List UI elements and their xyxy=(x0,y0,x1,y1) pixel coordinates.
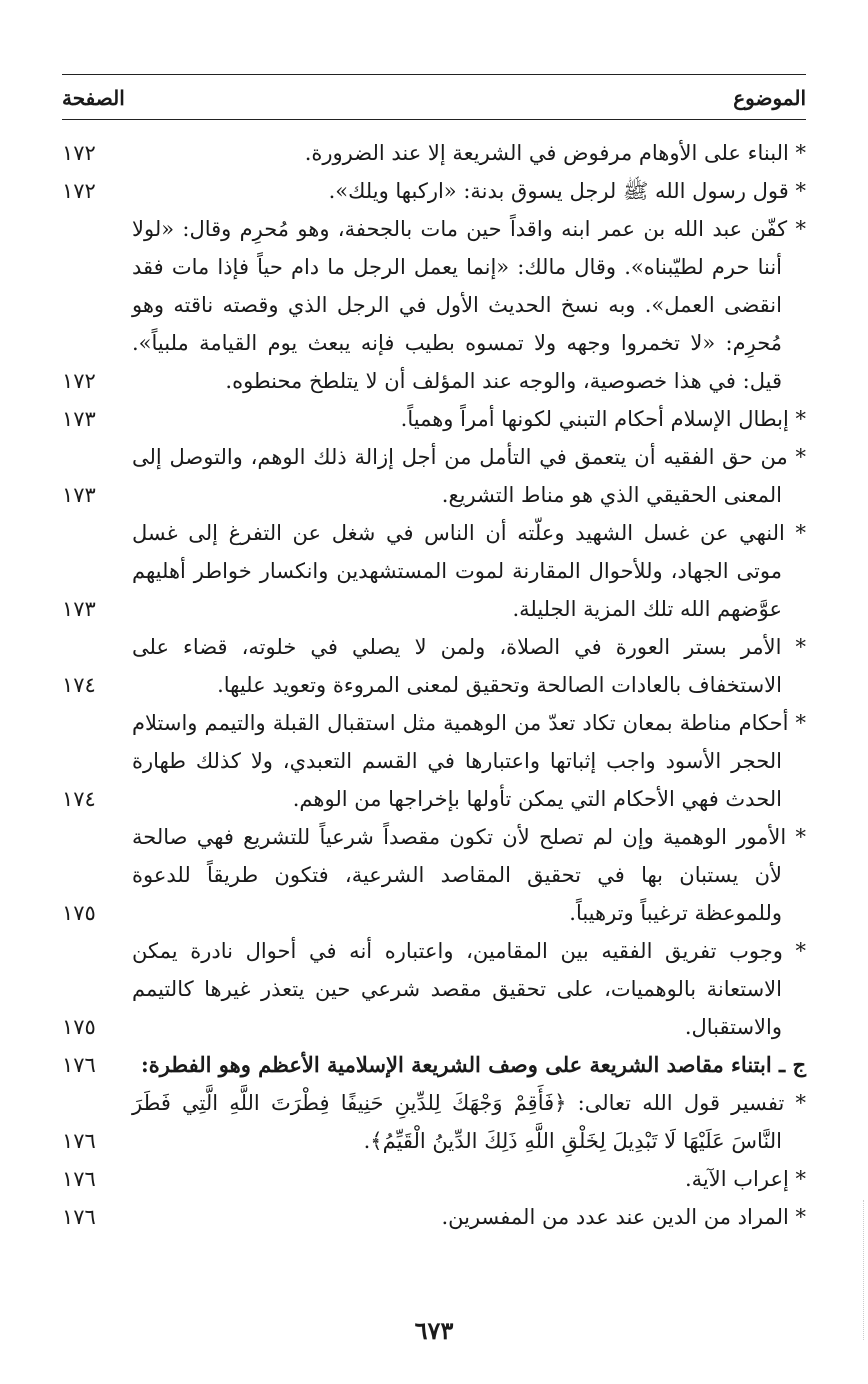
entry-page-number: ١٧٥ xyxy=(62,1015,96,1039)
index-entry xyxy=(62,400,806,438)
index-entry xyxy=(62,1160,806,1198)
entry-page-number: ١٧٢ xyxy=(62,141,96,165)
entry-text: * إبطال الإسلام أحكام التبني لكونها أمراً وهمياً. xyxy=(400,407,806,431)
entry-page-number: ١٧٥ xyxy=(62,901,96,925)
index-entry xyxy=(62,932,806,1046)
index-entry xyxy=(62,210,806,400)
entry-page-number: ١٧٣ xyxy=(62,597,96,621)
entry-text: * تفسير قول الله تعالى: ﴿فَأَقِمْ وَجْهَكَ لِلدِّينِ حَنِيفًا فِطْرَتَ اللَّهِ الَّتِي فَطَرَ النَّاسَ عَلَيْهَا لَا تَبْدِيلَ لِخَلْقِ اللَّهِ ذَلِكَ الدِّينُ الْقَيِّمُ﴾. xyxy=(132,1091,806,1153)
entry-text: * قول رسول الله ﷺ لرجل يسوق بدنة: «اركبها ويلك». xyxy=(328,179,806,203)
index-entry xyxy=(62,628,806,704)
entry-page-number: ١٧٤ xyxy=(62,787,96,811)
header-bottom-rule xyxy=(62,119,806,120)
header-top-rule xyxy=(62,74,806,75)
page-edge-mark xyxy=(861,1200,864,1340)
entry-text: * النهي عن غسل الشهيد وعلّته أن الناس في شغل عن التفرغ إلى غسل موتى الجهاد، وللأحوال المقارنة لموت المستشهدين وانكسار خواطر أهليهم عوَّضهم الله تلك المزية الجليلة. xyxy=(132,521,806,621)
section-heading-entry xyxy=(62,1046,806,1084)
index-entry xyxy=(62,1084,806,1160)
entry-text: * إعراب الآية. xyxy=(685,1167,806,1191)
page-number: ٦٧٣ xyxy=(414,1316,454,1345)
entry-text: * المراد من الدين عند عدد من المفسرين. xyxy=(441,1205,806,1229)
entry-text: * من حق الفقيه أن يتعمق في التأمل من أجل إزالة ذلك الوهم، والتوصل إلى المعنى الحقيقي الذي هو مناط التشريع. xyxy=(132,445,806,507)
index-entry xyxy=(62,1198,806,1236)
entry-page-number: ١٧٢ xyxy=(62,369,96,393)
section-heading-text: ج ـ ابتناء مقاصد الشريعة على وصف الشريعة الإسلامية الأعظم وهو الفطرة: xyxy=(141,1052,806,1077)
index-entries xyxy=(62,134,806,1236)
topic-column-heading: الموضوع xyxy=(733,86,806,110)
entry-text: * أحكام مناطة بمعان تكاد تعدّ من الوهمية مثل استقبال القبلة والتيمم واستلام الحجر الأسود واجب إثباتها واعتبارها في القسم التعبدي، ولا كذلك طهارة الحدث فهي الأحكام التي يمكن تأولها بإخراجها من الوهم. xyxy=(132,711,806,811)
index-entry xyxy=(62,172,806,210)
table-header xyxy=(62,84,806,112)
entry-page-number: ١٧٦ xyxy=(62,1053,96,1077)
entry-text: * كفّن عبد الله بن عمر ابنه واقداً حين مات بالجحفة، وهو مُحرِم وقال: «لولا أننا حرم لطيّبناه». وقال مالك: «إنما يعمل الرجل ما دام حياً فإذا مات فقد انقضى العمل». وبه نسخ الحديث الأول في الرجل الذي وقصته ناقته وهو مُحرِم: «لا تخمروا وجهه ولا تمسوه بطيب فإنه يبعث يوم القيامة ملبياً». قيل: في هذا خصوصية، والوجه عند المؤلف أن لا يتلطخ محنطوه. xyxy=(132,217,806,393)
index-entry xyxy=(62,134,806,172)
entry-text: * الأمور الوهمية وإن لم تصلح لأن تكون مقصداً شرعياً للتشريع فهي صالحة لأن يستبان بها في تحقيق المقاصد الشرعية، فتكون طريقاً للدعوة وللموعظة ترغيباً وترهيباً. xyxy=(132,825,806,925)
entry-page-number: ١٧٣ xyxy=(62,407,96,431)
index-entry xyxy=(62,704,806,818)
page-column-heading: الصفحة xyxy=(62,86,125,110)
index-entry xyxy=(62,514,806,628)
entry-page-number: ١٧٢ xyxy=(62,179,96,203)
entry-page-number: ١٧٤ xyxy=(62,673,96,697)
entry-page-number: ١٧٣ xyxy=(62,483,96,507)
entry-page-number: ١٧٦ xyxy=(62,1167,96,1191)
entry-text: * البناء على الأوهام مرفوض في الشريعة إلا عند الضرورة. xyxy=(304,141,806,165)
entry-text: * الأمر بستر العورة في الصلاة، ولمن لا يصلي في خلوته، قضاء على الاستخفاف بالعادات الصالحة وتحقيق لمعنى المروءة وتعويد عليها. xyxy=(132,635,806,697)
index-entry xyxy=(62,818,806,932)
entry-page-number: ١٧٦ xyxy=(62,1129,96,1153)
index-entry xyxy=(62,438,806,514)
entry-text: * وجوب تفريق الفقيه بين المقامين، واعتباره أنه في أحوال نادرة يمكن الاستعانة بالوهميات، على تحقيق مقصد شرعي حين يتعذر غيرها كالتيمم والاستقبال. xyxy=(132,939,806,1039)
entry-page-number: ١٧٦ xyxy=(62,1205,96,1229)
